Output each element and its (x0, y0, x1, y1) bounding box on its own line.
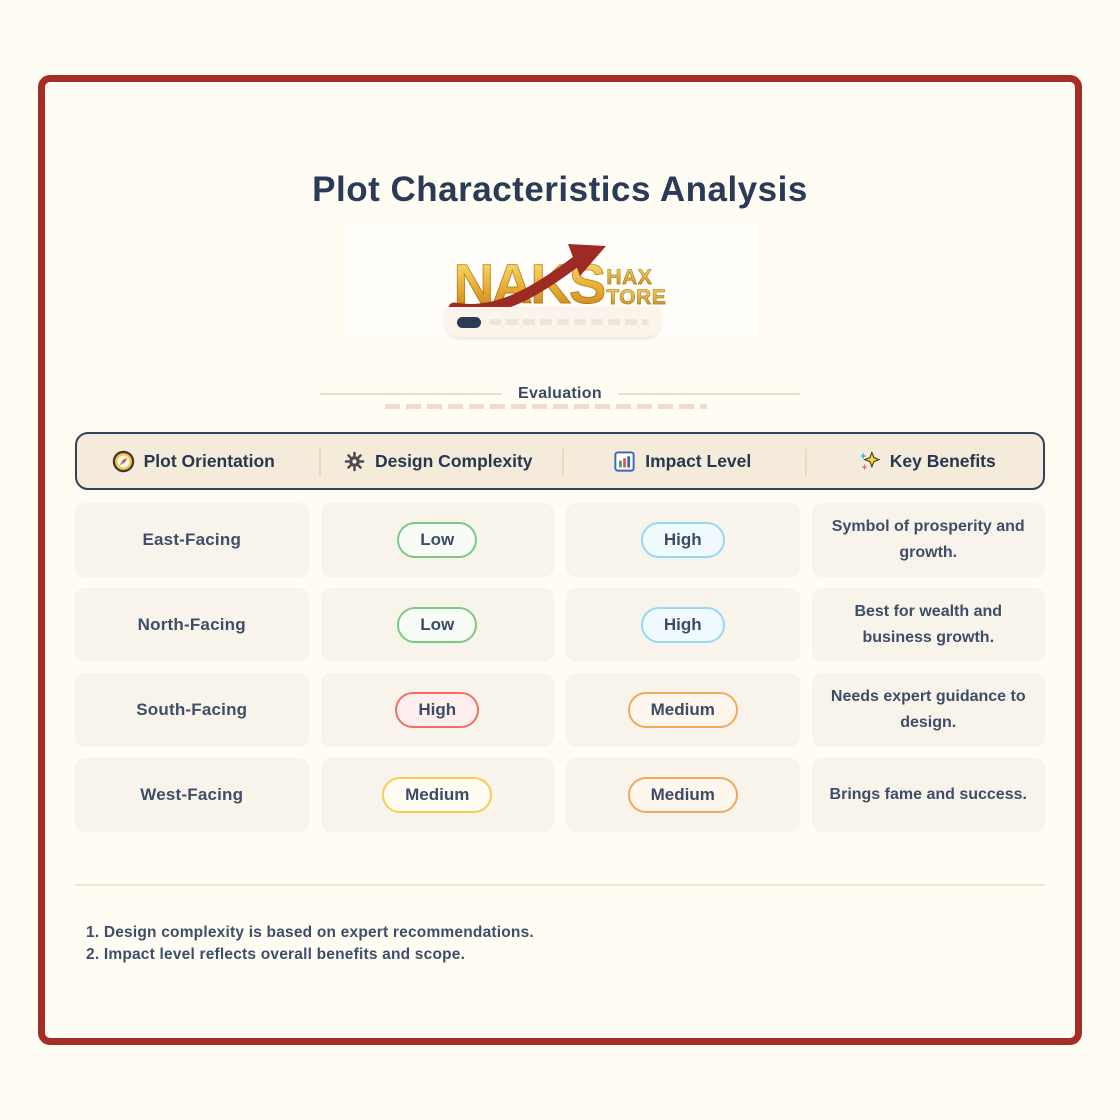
footnotes (86, 924, 534, 964)
benefit-cell: Brings fame and success. (812, 758, 1046, 832)
faded-address-badge (445, 307, 661, 337)
benefit-cell: Needs expert guidance to design. (812, 673, 1046, 747)
complexity-cell (321, 673, 555, 747)
table-body (75, 503, 1045, 832)
footnote-2: 2. Impact level reflects overall benefits and scope. (86, 946, 466, 963)
table-row-east-facing (75, 503, 1045, 577)
orientation-cell: West-Facing (75, 758, 309, 832)
divider-line-right (618, 393, 800, 395)
benefit-cell: Best for wealth and business growth. (812, 588, 1046, 662)
table-row-west-facing (75, 758, 1045, 832)
compass-icon (112, 450, 135, 473)
column-header-label: Impact Level (645, 450, 752, 471)
column-header-label: Key Benefits (889, 450, 996, 471)
column-header-impact-level (566, 450, 799, 473)
impact-cell (566, 673, 800, 747)
complexity-badge: Low (397, 607, 477, 643)
divider-line-left (320, 393, 502, 395)
page-title: Plot Characteristics Analysis (312, 170, 808, 209)
complexity-badge: High (395, 692, 479, 728)
header-separator (562, 449, 564, 476)
sparkles-icon (858, 450, 881, 473)
complexity-badge: Low (397, 522, 477, 558)
orientation-cell: South-Facing (75, 673, 309, 747)
faded-text-remnant (489, 319, 649, 325)
complexity-cell (321, 758, 555, 832)
footnote-1: 1. Design complexity is based on expert recommendations. (86, 924, 534, 941)
footnote-divider (75, 884, 1045, 886)
impact-badge: High (641, 522, 725, 558)
column-header-design-complexity (322, 450, 555, 473)
bar-chart-icon (613, 450, 636, 473)
evaluation-label: Evaluation (518, 385, 602, 402)
evaluation-divider (0, 385, 1120, 403)
plot-characteristics-table (75, 432, 1045, 832)
orientation-cell: East-Facing (75, 503, 309, 577)
faded-redacted-line (385, 404, 707, 409)
header-separator (319, 449, 321, 476)
impact-cell (566, 588, 800, 662)
column-header-label: Design Complexity (374, 450, 533, 471)
location-pin-icon (457, 317, 481, 328)
orientation-cell: North-Facing (75, 588, 309, 662)
table-row-north-facing (75, 588, 1045, 662)
table-header (75, 432, 1045, 490)
column-header-plot-orientation (77, 450, 310, 473)
benefit-cell: Symbol of prosperity and growth. (812, 503, 1046, 577)
impact-badge: Medium (628, 777, 738, 813)
column-header-label: Plot Orientation (143, 450, 275, 471)
impact-cell (566, 503, 800, 577)
gear-icon (343, 450, 366, 473)
complexity-cell (321, 588, 555, 662)
complexity-cell (321, 503, 555, 577)
impact-badge: High (641, 607, 725, 643)
complexity-badge: Medium (382, 777, 492, 813)
table-row-south-facing (75, 673, 1045, 747)
header-separator (805, 449, 807, 476)
impact-cell (566, 758, 800, 832)
column-header-key-benefits (811, 450, 1044, 473)
impact-badge: Medium (628, 692, 738, 728)
